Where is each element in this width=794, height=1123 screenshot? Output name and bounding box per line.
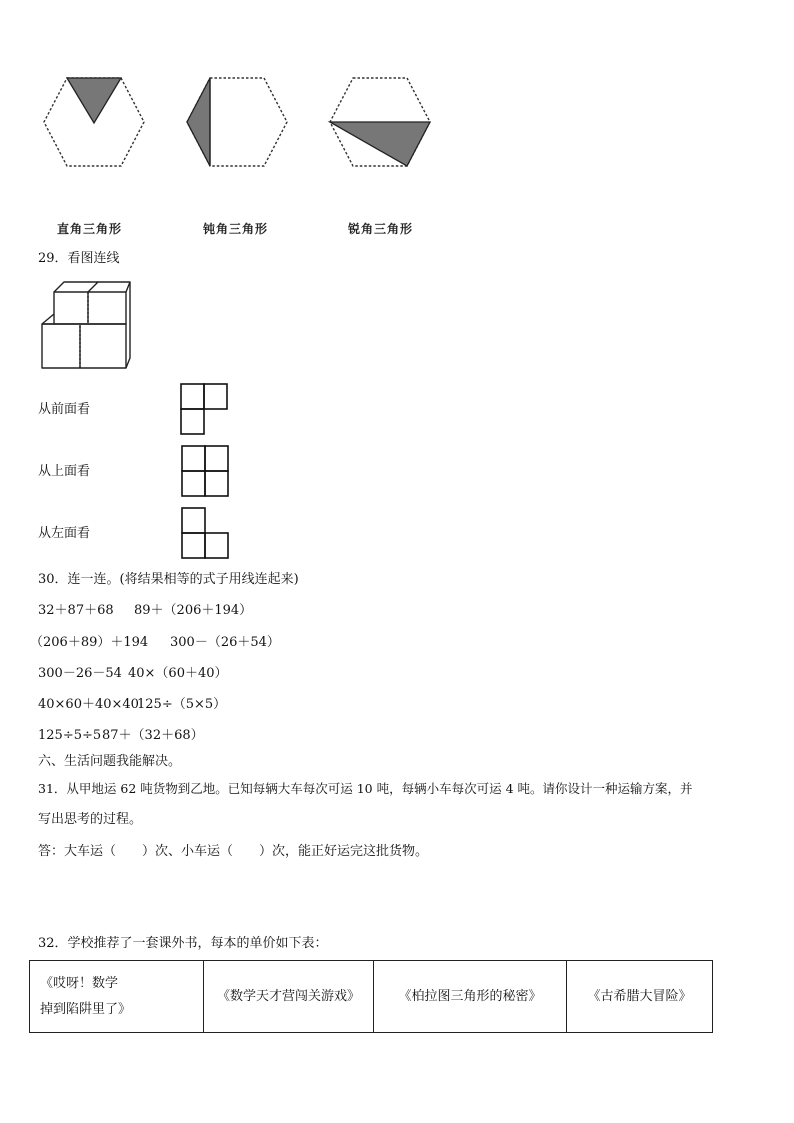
section-6-title: 六、生活问题我能解决。: [38, 754, 182, 769]
cube-stack-figure: [38, 278, 134, 374]
hexagon-obtuse-triangle-figure: [183, 76, 291, 168]
q30-title: 30．连一连。(将结果相等的式子用线连起来): [38, 572, 299, 587]
q30-expr-left-5[interactable]: 125÷5÷5: [38, 728, 102, 743]
hexagon-acute-triangle-figure: [326, 76, 434, 168]
q31-text-line1: 31．从甲地运 62 吨货物到乙地。已知每辆大车每次可运 10 吨，每辆小车每次可运 4 吨。请你设计一种运输方案，并: [38, 781, 693, 796]
view-shape-c[interactable]: [180, 506, 232, 560]
q30-expr-left-3[interactable]: 300－26－54: [38, 666, 122, 681]
q30-expr-left-4[interactable]: 40×60＋40×40: [38, 697, 139, 712]
q30-expr-right-1[interactable]: 89＋（206＋194）: [134, 603, 253, 618]
hexagon-right-triangle-figure: [40, 76, 148, 168]
q30-expr-right-2[interactable]: 300－（26＋54）: [170, 635, 280, 650]
book-title-1-line2: 掉到陷阱里了》: [40, 1001, 132, 1017]
book-cell-4: [567, 961, 713, 1033]
book-price-table: [29, 960, 713, 1033]
book-title-2: 《数学天才营闯关游戏》: [216, 988, 360, 1004]
book-title-3: 《柏拉图三角形的秘密》: [398, 988, 542, 1004]
table-row: [30, 961, 713, 1033]
view-label-top: 从上面看: [38, 464, 91, 479]
book-title-1-line1: 《哎呀！数学: [40, 975, 119, 991]
q29-title: 29．看图连线: [38, 251, 120, 266]
hexagon-label-acute: 锐角三角形: [348, 222, 414, 236]
q31-answer-line[interactable]: 答：大车运（ ）次、小车运（ ）次，能正好运完这批货物。: [38, 844, 429, 859]
q30-expr-left-1[interactable]: 32＋87＋68: [38, 603, 114, 618]
book-cell-2: [204, 961, 374, 1033]
view-label-left: 从左面看: [38, 526, 91, 541]
book-cell-1: [30, 961, 204, 1033]
book-cell-3: [374, 961, 567, 1033]
q30-expr-left-2[interactable]: （206＋89）＋194: [30, 635, 149, 650]
hexagon-label-right: 直角三角形: [57, 222, 123, 236]
q32-title: 32．学校推荐了一套课外书，每本的单价如下表：: [38, 936, 328, 951]
view-label-front: 从前面看: [38, 402, 91, 417]
q30-expr-right-5[interactable]: 87＋（32＋68）: [102, 728, 204, 743]
q30-expr-right-3[interactable]: 40×（60＋40）: [128, 666, 228, 681]
view-shape-b[interactable]: [180, 444, 232, 498]
q31-text-line2: 写出思考的过程。: [38, 812, 143, 827]
q30-expr-right-4[interactable]: 125÷（5×5）: [137, 697, 227, 712]
book-title-4: 《古希腊大冒险》: [587, 988, 692, 1004]
hexagon-label-obtuse: 钝角三角形: [203, 222, 269, 236]
view-shape-a[interactable]: [179, 382, 231, 436]
